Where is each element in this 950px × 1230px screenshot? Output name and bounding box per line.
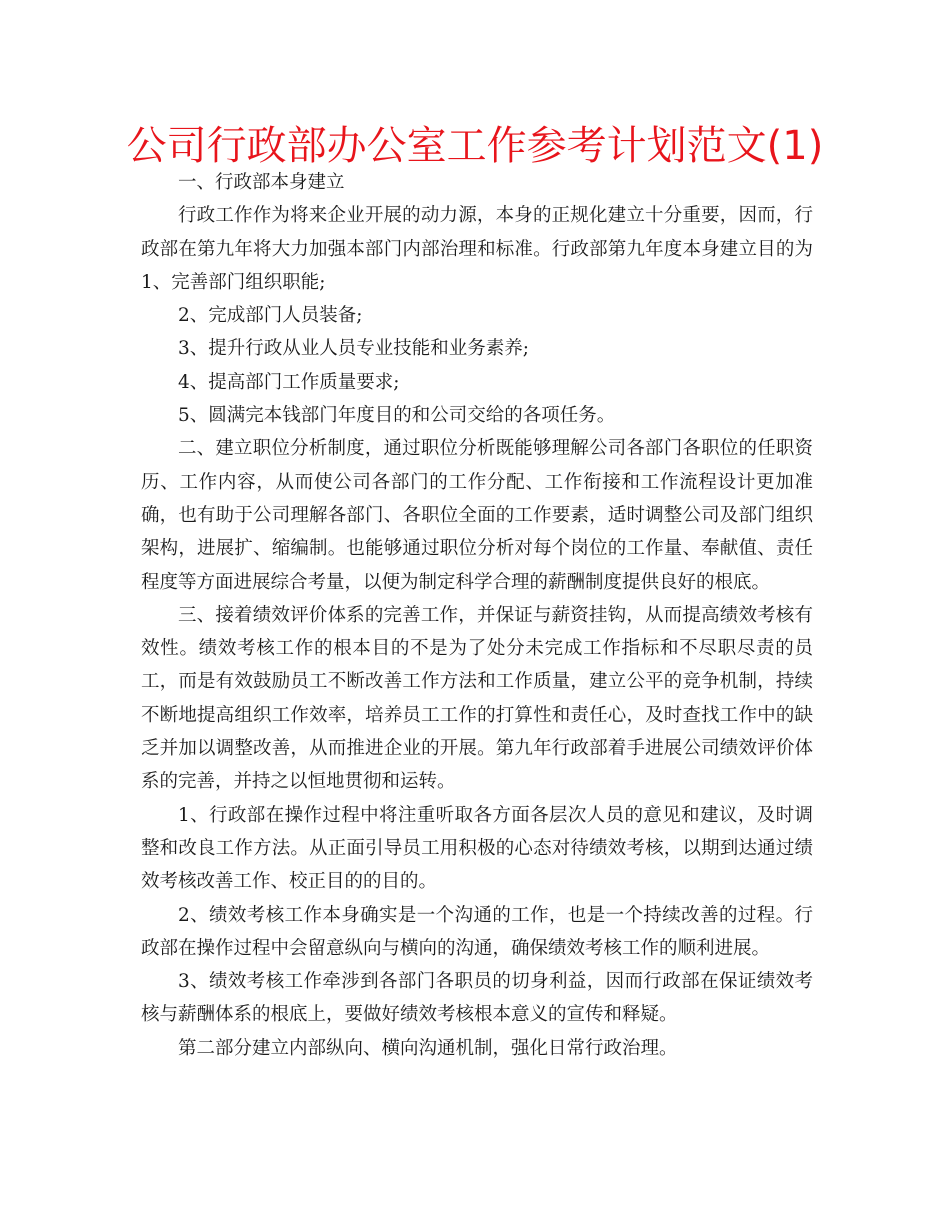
list-item: 5、圆满完本钱部门年度目的和公司交给的各项任务。	[178, 405, 616, 427]
paragraph: 1、行政部在操作过程中将注重听取各方面各层次人员的意见和建议，及时调整和改良工作方法。从正面引导员工用积极的心态对待绩效考核，以期到达通过绩效考核改善工作、校正目的的目的。	[141, 804, 813, 893]
list-item: 3、提升行政从业人员专业技能和业务素养;	[178, 338, 530, 360]
paragraph: 三、接着绩效评价体系的完善工作，并保证与薪资挂钩，从而提高绩效考核有效性。绩效考核工作的根本目的不是为了处分未完成工作指标和不尽职尽责的员工，而是有效鼓励员工不断改善工作方法和工作质量，建立公平的竞争机制，持续不断地提高组织工作效率，培养员工工作的打算性和责任心，及时查找工作中的缺乏并加以调整改善，从而推进企业的开展。第九年行政部着手进展公司绩效评价体系的完善，并持之以恒地贯彻和运转。	[141, 604, 813, 793]
section-heading-2: 第二部分建立内部纵向、横向沟通机制，强化日常行政治理。	[178, 1037, 678, 1059]
paragraph: 二、建立职位分析制度，通过职位分析既能够理解公司各部门各职位的任职资历、工作内容，从而使公司各部门的工作分配、工作衔接和工作流程设计更加准确，也有助于公司理解各部门、各职位全面的工作要素，适时调整公司及部门组织架构，进展扩、缩编制。也能够通过职位分析对每个岗位的工作量、奉献值、责任程度等方面进展综合考量，以便为制定科学合理的薪酬制度提供良好的根底。	[141, 438, 813, 593]
paragraph: 3、绩效考核工作牵涉到各部门各职员的切身利益，因而行政部在保证绩效考核与薪酬体系的根底上，要做好绩效考核根本意义的宣传和释疑。	[141, 971, 813, 1026]
paragraph: 2、绩效考核工作本身确实是一个沟通的工作，也是一个持续改善的过程。行政部在操作过程中会留意纵向与横向的沟通，确保绩效考核工作的顺利进展。	[141, 904, 813, 959]
document-body	[141, 166, 813, 1065]
section-heading-1: 一、行政部本身建立	[178, 172, 345, 193]
list-item: 2、完成部门人员装备;	[178, 305, 363, 327]
paragraph: 行政工作作为将来企业开展的动力源，本身的正规化建立十分重要，因而，行政部在第九年将大力加强本部门内部治理和标准。行政部第九年度本身建立目的为1、完善部门组织职能;	[141, 205, 813, 293]
list-item: 4、提高部门工作质量要求;	[178, 371, 400, 393]
document-title: 公司行政部办公室工作参考计划范文(1)	[126, 123, 824, 169]
